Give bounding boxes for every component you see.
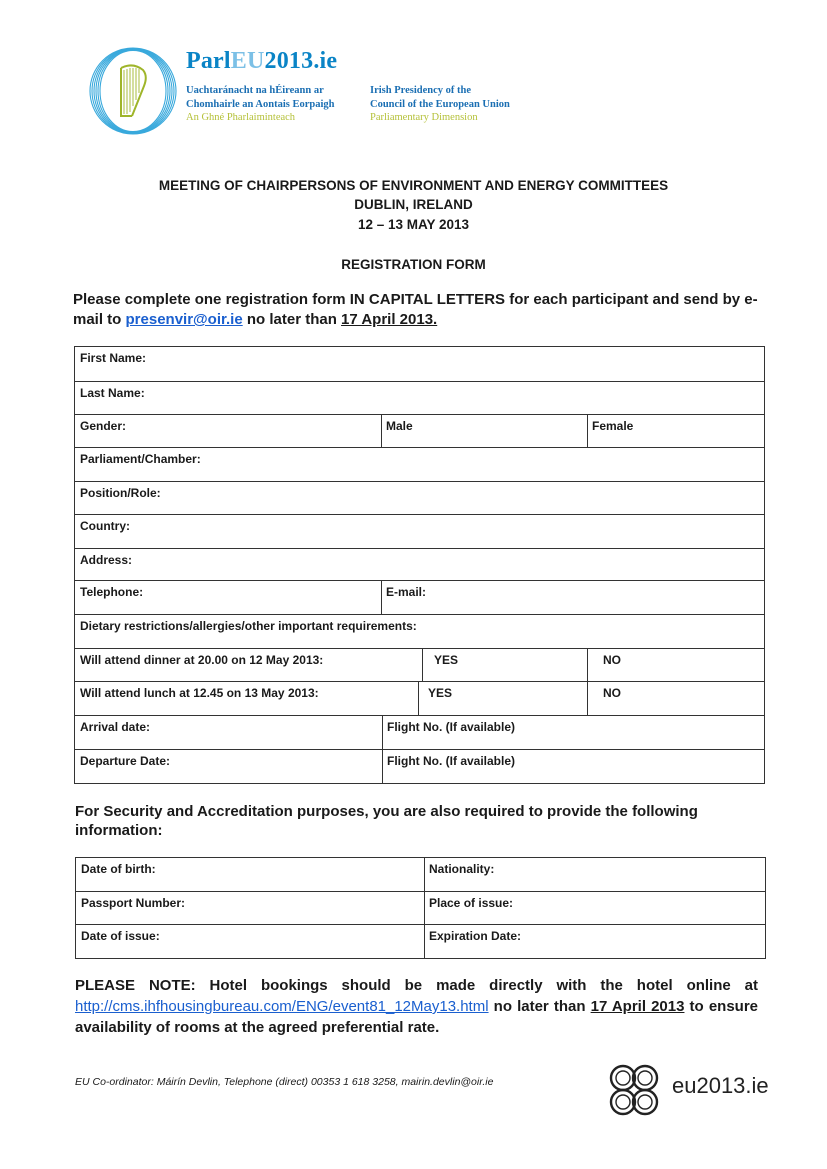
parliament-field[interactable]: Parliament/Chamber: <box>80 452 201 466</box>
deadline-date: 17 April 2013. <box>341 311 438 328</box>
header-left-line1: Uachtaránacht na hÉireann ar <box>186 85 324 96</box>
place-of-issue-field[interactable]: Place of issue: <box>429 896 514 910</box>
arrival-date-field[interactable]: Arrival date: <box>80 720 151 734</box>
row-dietary <box>75 614 764 648</box>
row-dinner <box>75 648 764 681</box>
row-address <box>75 548 764 580</box>
hotel-deadline: 17 April 2013 <box>590 998 685 1015</box>
first-name-field[interactable]: First Name: <box>80 351 147 365</box>
brand-title <box>186 48 337 75</box>
row-first-name <box>75 347 764 381</box>
gender-male-option[interactable]: Male <box>386 419 413 433</box>
dinner-label: Will attend dinner at 20.00 on 12 May 2013: <box>80 653 324 667</box>
dinner-yes-option[interactable]: YES <box>434 653 459 667</box>
note-text-1: PLEASE NOTE: Hotel bookings should be made directly with the hotel online at <box>75 977 758 994</box>
row-issue-date <box>76 924 765 958</box>
intro-paragraph <box>73 290 763 330</box>
security-heading: For Security and Accreditation purposes, you are also required to provide the following information: <box>75 803 698 839</box>
last-name-field[interactable]: Last Name: <box>80 386 145 400</box>
header-right-line2: Council of the European Union <box>370 98 510 110</box>
header-english-text <box>370 84 510 125</box>
row-last-name <box>75 381 764 414</box>
header-left-line3: An Ghné Pharlaiminteach <box>186 112 296 123</box>
country-field[interactable]: Country: <box>80 519 130 533</box>
meeting-location: DUBLIN, IRELAND <box>354 197 473 212</box>
telephone-field[interactable]: Telephone: <box>80 585 144 599</box>
header-irish-text <box>186 84 334 125</box>
lunch-label: Will attend lunch at 12.45 on 13 May 2013: <box>80 686 319 700</box>
row-arrival <box>75 715 764 749</box>
header-right-line3: Parliamentary Dimension <box>370 112 478 123</box>
form-title: REGISTRATION FORM <box>341 257 486 272</box>
intro-text-1: Please complete one registration form IN CAPITAL LETTERS for each participant and send by e-mail to <box>73 291 758 328</box>
row-parliament <box>75 447 764 481</box>
dinner-no-option[interactable]: NO <box>603 653 621 667</box>
email-link[interactable]: presenvir@oir.ie <box>125 311 243 328</box>
lunch-yes-option[interactable]: YES <box>428 686 453 700</box>
row-country <box>75 514 764 548</box>
row-departure <box>75 749 764 783</box>
row-gender <box>75 414 764 447</box>
row-dob <box>76 858 765 891</box>
intro-text-2: no later than <box>242 311 342 328</box>
brand-part1: Parl <box>186 48 231 74</box>
passport-field[interactable]: Passport Number: <box>81 896 186 910</box>
header-right-line1: Irish Presidency of the <box>370 85 472 96</box>
note-text-2: no later than <box>488 998 591 1015</box>
row-passport <box>76 891 765 924</box>
meeting-dates: 12 – 13 MAY 2013 <box>357 217 470 232</box>
arrival-flight-field[interactable]: Flight No. (If available) <box>387 720 516 734</box>
departure-date-field[interactable]: Departure Date: <box>80 754 171 768</box>
gender-female-option[interactable]: Female <box>592 419 634 433</box>
hotel-note <box>75 975 758 1038</box>
harp-logo-icon <box>88 46 178 136</box>
position-field[interactable]: Position/Role: <box>80 486 161 500</box>
note-text-3: to ensure availability of rooms at the agreed preferential rate. <box>75 998 759 1036</box>
meeting-title: MEETING OF CHAIRPERSONS OF ENVIRONMENT AND ENERGY COMMITTEES <box>158 178 669 193</box>
brand-part2: EU <box>230 48 265 74</box>
dob-field[interactable]: Date of birth: <box>81 862 156 876</box>
hotel-booking-link[interactable]: http://cms.ihfhousingbureau.com/ENG/event81_12May13.html <box>75 998 489 1015</box>
eu2013-logo-text: eu2013.ie <box>672 1073 769 1098</box>
dietary-field[interactable]: Dietary restrictions/allergies/other important requirements: <box>80 619 417 633</box>
email-field[interactable]: E-mail: <box>386 585 427 599</box>
eu2013-logo-icon <box>605 1062 669 1122</box>
coordinator-info: EU Co-ordinator: Máirín Devlin, Telephone (direct) 00353 1 618 3258, mairin.devlin@oir.ie <box>75 1076 494 1088</box>
nationality-field[interactable]: Nationality: <box>429 862 495 876</box>
date-of-issue-field[interactable]: Date of issue: <box>81 929 160 943</box>
gender-label: Gender: <box>80 419 127 433</box>
brand-part3: 2013.ie <box>264 48 338 74</box>
registration-table <box>74 346 765 784</box>
lunch-no-option[interactable]: NO <box>603 686 621 700</box>
security-table <box>75 857 766 959</box>
address-field[interactable]: Address: <box>80 553 133 567</box>
row-position <box>75 481 764 514</box>
row-telephone <box>75 580 764 614</box>
expiration-date-field[interactable]: Expiration Date: <box>429 929 522 943</box>
row-lunch <box>75 681 764 715</box>
header-left-line2: Chomhairle an Aontais Eorpaigh <box>186 98 335 110</box>
departure-flight-field[interactable]: Flight No. (If available) <box>387 754 516 768</box>
